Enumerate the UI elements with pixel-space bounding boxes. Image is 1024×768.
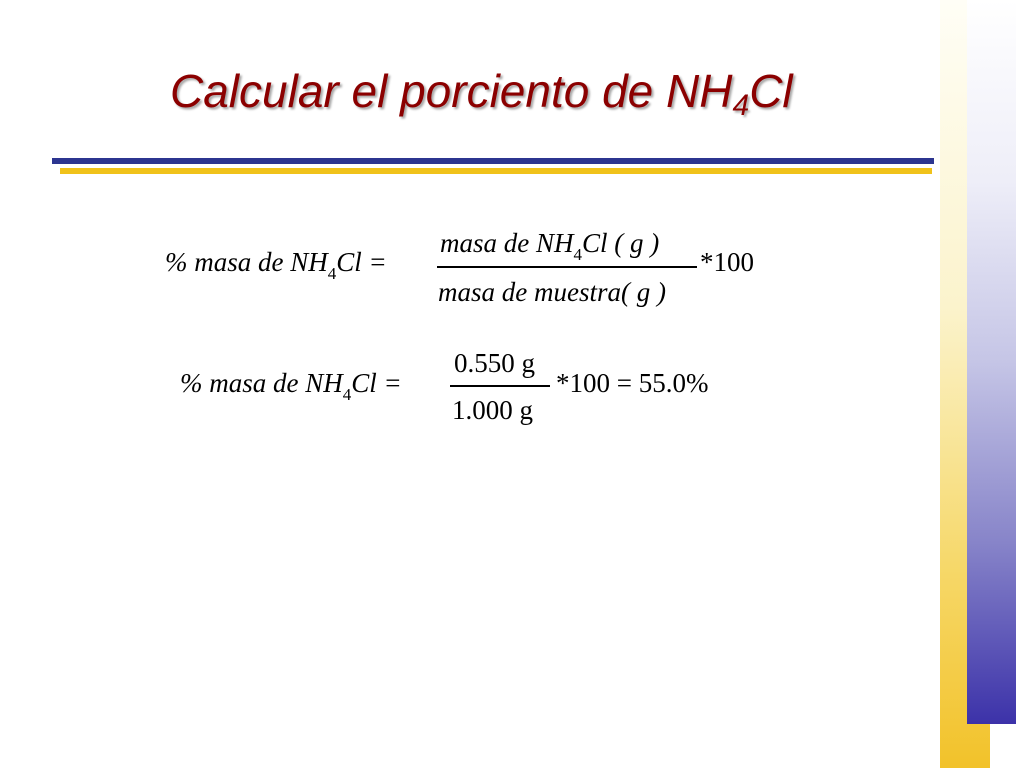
eq1-factor: *100 <box>700 247 754 277</box>
eq1-numerator: masa de $NH_4Cl$ ( g ) <box>440 228 660 264</box>
eq2-fraction-bar <box>450 385 550 387</box>
eq1-denominator: masa de muestra( g ) <box>438 277 666 307</box>
eq1-lhs: % masa de $NH_4Cl$ = <box>165 247 387 283</box>
title-subscript: 4 <box>732 89 750 122</box>
eq2-result: *100 = 55.0% <box>556 368 709 398</box>
title-main: Calcular el porciento de NH <box>170 65 733 117</box>
title-end: Cl <box>749 65 793 117</box>
equation-calculation: % masa de $NH_4Cl$ = 0.550 g 1.000 g *100 = 55.0% <box>180 348 709 425</box>
eq2-lhs: % masa de $NH_4Cl$ = <box>180 368 402 404</box>
